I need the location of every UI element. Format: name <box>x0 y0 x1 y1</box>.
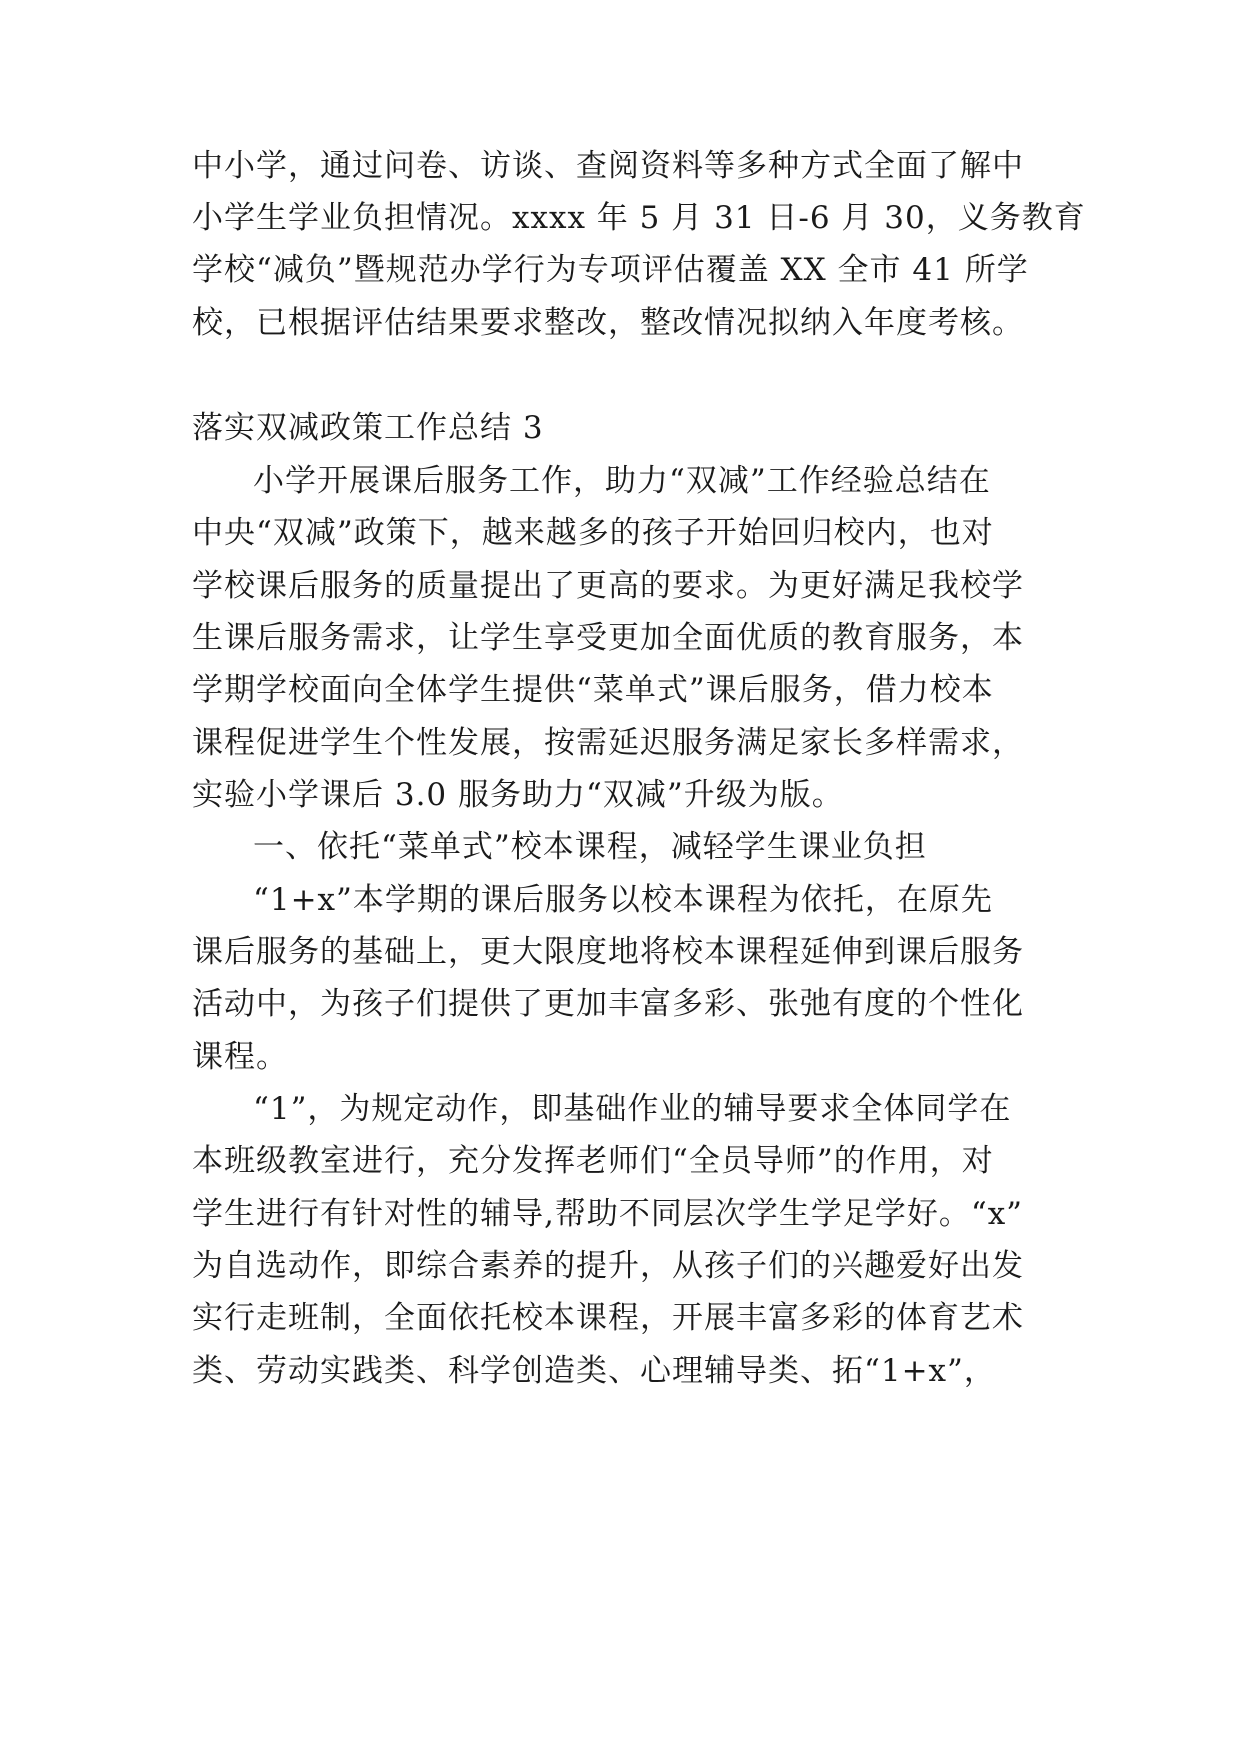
paragraph-line: 学期学校面向全体学生提供“菜单式”课后服务，借力校本 <box>192 672 994 708</box>
subheading: 一、依托“菜单式”校本课程，减轻学生课业负担 <box>253 829 927 865</box>
paragraph-line: 小学开展课后服务工作，助力“双减”工作经验总结在 <box>253 463 991 499</box>
paragraph-line: 活动中，为孩子们提供了更加丰富多彩、张弛有度的个性化 <box>192 986 1024 1022</box>
paragraph-line: 小学生学业负担情况。xxxx 年 5 月 31 日-6 月 30，义务教育 <box>192 200 1086 236</box>
paragraph-line: 学校“减负”暨规范办学行为专项评估覆盖 XX 全市 41 所学 <box>192 252 1029 288</box>
paragraph-line: 课程。 <box>192 1039 288 1075</box>
paragraph-line: 生课后服务需求，让学生享受更加全面优质的教育服务，本 <box>192 620 1024 656</box>
paragraph-line: 为自选动作，即综合素养的提升，从孩子们的兴趣爱好出发 <box>192 1248 1024 1284</box>
paragraph-line: 本班级教室进行，充分发挥老师们“全员导师”的作用，对 <box>192 1143 994 1179</box>
paragraph-line: 学校课后服务的质量提出了更高的要求。为更好满足我校学 <box>192 568 1024 604</box>
paragraph-line: 类、劳动实践类、科学创造类、心理辅导类、拓“1+x”， <box>192 1353 996 1389</box>
paragraph-line: 中央“双减”政策下，越来越多的孩子开始回归校内，也对 <box>192 515 994 551</box>
paragraph-line: 中小学，通过问卷、访谈、查阅资料等多种方式全面了解中 <box>192 148 1024 184</box>
paragraph-line: 课后服务的基础上，更大限度地将校本课程延伸到课后服务 <box>192 934 1024 970</box>
paragraph-line: 课程促进学生个性发展，按需延迟服务满足家长多样需求， <box>192 725 1024 761</box>
paragraph-line: “1”，为规定动作，即基础作业的辅导要求全体同学在 <box>253 1091 1012 1127</box>
section-title: 落实双减政策工作总结 3 <box>192 410 544 446</box>
paragraph-line: 实验小学课后 3.0 服务助力“双减”升级为版。 <box>192 777 844 813</box>
paragraph-line: 学生进行有针对性的辅导,帮助不同层次学生学足学好。“x” <box>192 1196 1024 1232</box>
paragraph-line: “1+x”本学期的课后服务以校本课程为依托，在原先 <box>253 882 993 918</box>
paragraph-line: 实行走班制，全面依托校本课程，开展丰富多彩的体育艺术 <box>192 1300 1024 1336</box>
paragraph-line: 校，已根据评估结果要求整改，整改情况拟纳入年度考核。 <box>192 305 1024 341</box>
